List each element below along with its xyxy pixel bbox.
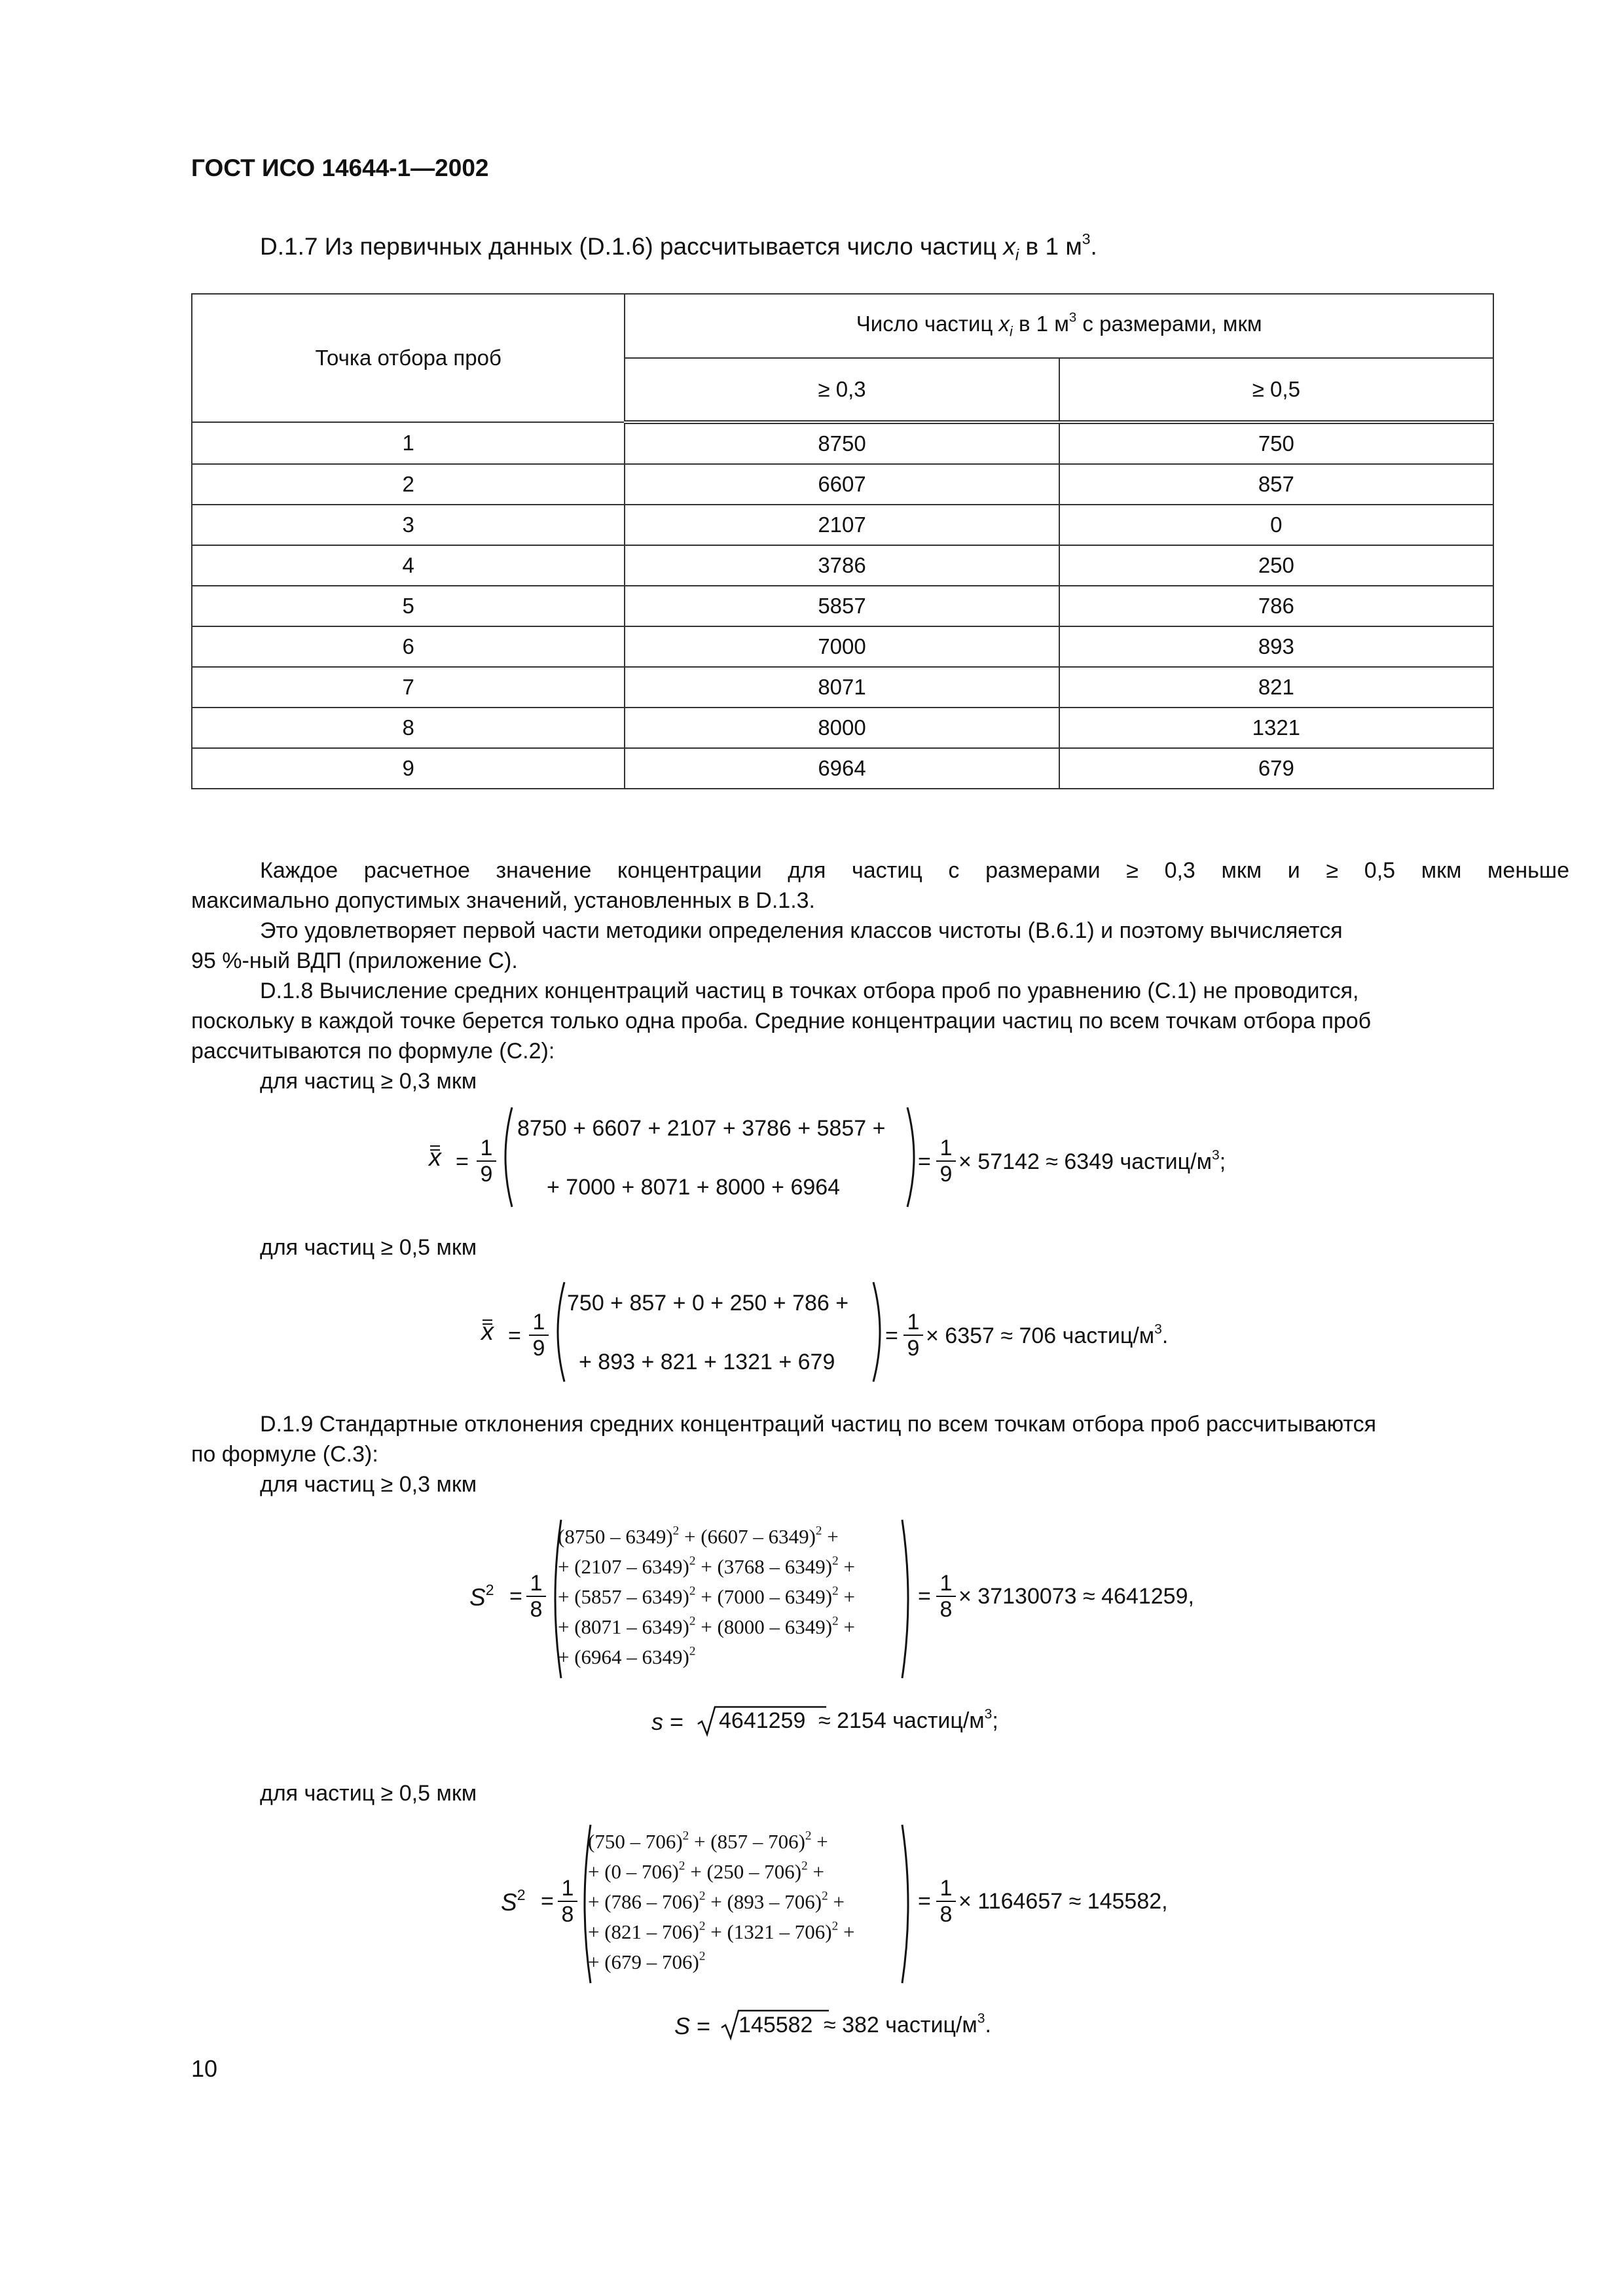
paragraph-line: D.1.8 Вычисление средних концентраций частиц в точках отбора проб по уравнению (С.1) не проводится, [260,978,1359,1003]
table-cell: 6 [192,626,625,667]
paragraph-line: 95 %-ный ВДП (приложение С). [191,948,518,973]
particle-count-table [191,293,1494,789]
paragraph-line: для частиц ≥ 0,5 мкм [260,1781,477,1806]
equals-sign: = [918,1149,931,1174]
paragraph-line: рассчитываются по формуле (С.2): [191,1039,555,1064]
equals-sign: = [509,1584,522,1609]
table-cell: 4 [192,545,625,586]
column-header-05: ≥ 0,5 [1059,358,1493,422]
formula-result: × 37130073 ≈ 4641259, [958,1584,1194,1609]
table-cell: 3 [192,505,625,545]
table-cell: 821 [1059,667,1493,708]
table-row [192,667,1493,708]
fraction: $\frac{1}{8}$ [936,1571,956,1622]
table-cell: 9 [192,748,625,789]
formula-result: × 57142 ≈ 6349 частиц/$м^3$; [958,1147,1226,1174]
table-cell: 5857 [625,586,1059,626]
equals-sign: = [918,1584,931,1609]
paragraph-line: D.1.9 Стандартные отклонения средних концентраций частиц по всем точкам отбора проб рассчитываются [260,1412,1377,1437]
formula-line: 750 + 857 + 0 + 250 + 786 + [567,1291,849,1316]
equals-sign: = [918,1889,931,1914]
formula-result: ≈ 382 частиц/$м^3$. [824,2011,991,2037]
table-row [192,708,1493,748]
equals-sign: = [541,1889,554,1914]
table-cell: 5 [192,586,625,626]
table-cell: 7 [192,667,625,708]
table-cell: 857 [1059,464,1493,505]
table-row [192,464,1493,505]
variance-symbol: $S^2$ [501,1886,526,1916]
table-cell: 6964 [625,748,1059,789]
right-paren-icon [900,1822,917,1986]
paragraph-line: для частиц ≥ 0,5 мкм [260,1235,477,1260]
stddev-symbol: S = [674,2013,711,2039]
fraction: $\frac{1}{8}$ [936,1876,956,1927]
variance-symbol: $S^2$ [469,1581,494,1611]
table-cell: 679 [1059,748,1493,789]
formula-terms: (8750 – 6349)$^2$ + (6607 – 6349)$^2$ + + (2107 – 6349)$^2$ + (3768 – 6349)$^2$ + + (5857 – 6349)$^2$ + (7000 – 6349)$^2$ + + (8071 – 6349)$^2$ + (8000 – 6349)$^2$ + + (6964 – 6349)$^2$ [558,1524,855,1668]
table-cell: 3786 [625,545,1059,586]
table-cell: 1321 [1059,708,1493,748]
formula-line: + 893 + 821 + 1321 + 679 [579,1350,835,1374]
formula-result: × 1164657 ≈ 145582, [958,1889,1168,1914]
radicand: 145582 [739,2013,813,2037]
table-row [192,545,1493,586]
table-cell: 893 [1059,626,1493,667]
fraction: $\frac{1}{9}$ [529,1310,549,1361]
table-cell: 7000 [625,626,1059,667]
fraction: $\frac{1}{9}$ [477,1136,496,1187]
stddev-symbol: s = [651,1708,684,1735]
table-row [192,422,1493,464]
column-header-03: ≥ 0,3 [625,358,1059,422]
right-paren-icon [900,1517,917,1681]
formula-terms: (750 – 706)$^2$ + (857 – 706)$^2$ + + (0 – 706)$^2$ + (250 – 706)$^2$ + + (786 – 706)$^2$ + (893 – 706)$^2$ + + (821 – 706)$^2$ + (1321 – 706)$^2$ + + (679 – 706)$^2$ [588,1829,855,1973]
left-paren-icon [549,1280,568,1384]
paragraph-line: Это удовлетворяет первой части методики определения классов чистоты (В.6.1) и поэтому вычисляется [260,918,1343,943]
radicand: 4641259 [719,1708,806,1733]
table-row [192,586,1493,626]
paragraph-line: для частиц ≥ 0,3 мкм [260,1472,477,1497]
formula-result: × 6357 ≈ 706 частиц/$м^3$. [926,1321,1169,1348]
table-cell: 6607 [625,464,1059,505]
table-cell: 250 [1059,545,1493,586]
equals-sign: = [885,1323,898,1348]
left-paren-icon [496,1105,516,1210]
paragraph-line: поскольку в каждой точке берется только одна проба. Средние концентрации частиц по всем точкам отбора проб [191,1009,1372,1033]
mean-symbol: x [481,1318,494,1346]
fraction: $\frac{1}{8}$ [558,1876,577,1927]
equals-sign: = [508,1323,521,1348]
fraction: $\frac{1}{9}$ [936,1136,956,1187]
equals-sign: = [456,1149,469,1174]
section-intro: D.1.7 Из первичных данных (D.1.6) рассчитывается число частиц $x_i$ в 1 $м^3$. [260,230,1097,264]
table-row [192,626,1493,667]
table-cell: 8071 [625,667,1059,708]
mean-symbol: x [429,1144,441,1172]
table-row [192,748,1493,789]
formula-line: + 7000 + 8071 + 8000 + 6964 [547,1175,841,1200]
paragraph-line: Каждое расчетное значение концентрации для частиц с размерами ≥ 0,3 мкм и ≥ 0,5 мкм меньше [260,858,1569,883]
page-number: 10 [191,2055,218,2082]
formula-line: 8750 + 6607 + 2107 + 3786 + 5857 + [517,1116,886,1141]
paragraph-line: максимально допустимых значений, установленных в D.1.3. [191,888,815,913]
table-row [192,505,1493,545]
table-cell: 8000 [625,708,1059,748]
table-cell: 2 [192,464,625,505]
fraction: $\frac{1}{8}$ [526,1571,546,1622]
table-cell: 750 [1059,422,1493,464]
paragraph-line: по формуле (С.3): [191,1442,378,1467]
table-cell: 8750 [625,422,1059,464]
column-header-sampling-point: Точка отбора проб [192,294,625,422]
fraction: $\frac{1}{9}$ [903,1310,923,1361]
table-cell: 8 [192,708,625,748]
table-cell: 2107 [625,505,1059,545]
document-header: ГОСТ ИСО 14644-1—2002 [191,154,489,181]
table-cell: 1 [192,422,625,464]
column-group-header: Число частиц $x_i$ в 1 $м^3$ с размерами, мкм [625,294,1493,358]
table-cell: 786 [1059,586,1493,626]
paragraph-line: для частиц ≥ 0,3 мкм [260,1069,477,1094]
formula-result: ≈ 2154 частиц/$м^3$; [818,1706,998,1733]
table-cell: 0 [1059,505,1493,545]
